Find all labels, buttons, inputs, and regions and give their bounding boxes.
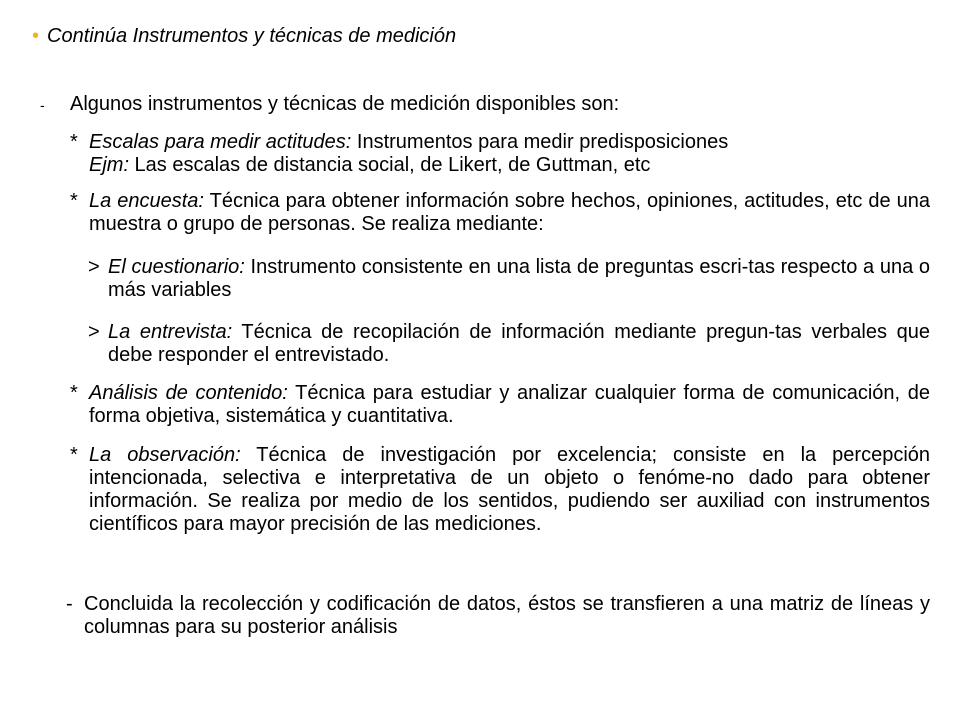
item-term: Análisis de contenido:	[89, 382, 288, 404]
asterisk-marker: *	[70, 444, 78, 466]
item-text: Técnica para obtener información sobre hechos, opiniones, actitudes, etc de una muestra o grupo de personas. Se realiza mediante:	[89, 190, 931, 235]
item-text: Técnica de recopilación de información mediante pregun-tas verbales que debe responder el entrevistado.	[108, 321, 930, 366]
item-body	[70, 190, 930, 236]
intro-line	[40, 93, 930, 116]
arrow-marker: >	[88, 321, 100, 343]
item-analisis	[70, 382, 930, 428]
conclusion-line	[66, 593, 930, 639]
asterisk-marker: *	[70, 190, 78, 212]
item-text: Técnica para estudiar y analizar cualquier forma de comunicación, de forma objetiva, sistemática y cuantitativa.	[89, 382, 930, 427]
item-encuesta	[70, 190, 930, 236]
slide-title	[32, 24, 456, 48]
example-term: Ejm:	[89, 154, 129, 176]
item-term: La encuesta:	[89, 190, 204, 212]
asterisk-marker: *	[70, 131, 78, 153]
item-body	[88, 256, 930, 302]
item-term: La observación:	[89, 444, 241, 466]
example-text: Las escalas de distancia social, de Likert, de Guttman, etc	[129, 154, 651, 176]
item-escalas	[70, 131, 930, 177]
arrow-marker: >	[88, 256, 100, 278]
item-body	[88, 321, 930, 367]
item-body	[70, 444, 930, 536]
item-term: La entrevista:	[108, 321, 233, 343]
item-text: Instrumentos para medir predisposiciones	[351, 131, 729, 153]
item-entrevista	[88, 321, 930, 367]
conclusion-text: Concluida la recolección y codificación de datos, éstos se transfieren a una matriz de líneas y columnas para su posterior análisis	[84, 593, 930, 638]
intro-text: Algunos instrumentos y técnicas de medición disponibles son:	[70, 93, 620, 115]
item-term: Escalas para medir actitudes:	[89, 131, 352, 153]
asterisk-marker: *	[70, 382, 78, 404]
title-text: Continúa Instrumentos y técnicas de medición	[47, 25, 457, 47]
dash-marker: -	[66, 593, 73, 615]
bullet-icon: •	[32, 25, 40, 47]
item-term: El cuestionario:	[108, 256, 245, 278]
item-text: Instrumento consistente en una lista de preguntas escri-tas respecto a una o más variables	[108, 256, 930, 301]
item-body	[70, 131, 930, 177]
item-cuestionario	[88, 256, 930, 302]
item-text: Técnica de investigación por excelencia; consiste en la percepción intencionada, selectiva e interpretativa de un objeto o fenóme-no dado para obtener información. Se realiza por medio de los sentidos, pudiendo ser auxiliad con instrumentos científicos para mayor precisión de las mediciones.	[89, 444, 931, 535]
dash-marker: -	[40, 97, 45, 113]
item-observacion	[70, 444, 930, 536]
item-body	[70, 382, 930, 428]
